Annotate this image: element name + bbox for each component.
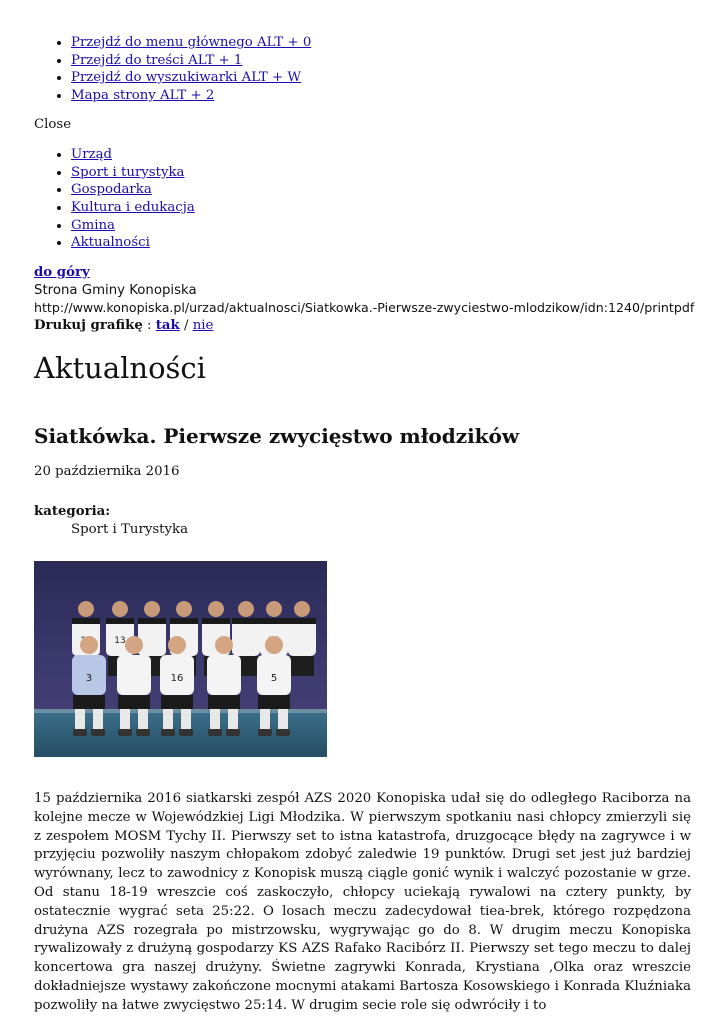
print-graphics-slash: / [183,318,189,333]
article-body: 15 października 2016 siatkarski zespół AZS 2020 Konopiska udał się do odległego Raciborza na kolejne mecze w Wojewódzkiej Ligi Młodzika. W pierwszym spotkaniu nasi chłopcy zmierzyli się z zespołem MOSM Tychy II. Pierwszy set to istna katastrofa, druzgocące błędy na zagrywce i w przyjęciu pozwoliły naszym chłopakom zdobyć zaledwie 19 punktów. Drugi set jest już bardziej wyrównany, lecz to zawodnicy z Konopisk muszą ciągle gonić wynik i walczyć pozostanie w grze. Od stanu 18-19 wreszcie coś zaskoczyło, chłopcy uciekają rywalowi na cztery punkty, by ostatecznie wygrać seta 25:22. O losach meczu zadecydował tiea-brek, którego rozpędzona drużyna AZS rozegrała po mistrzowsku, wygrywając go do 8. W drugim meczu Konopiska rywalizowały z drużyną gospodarzy KS AZS Rafako Racibórz II. Pierwszy set tego meczu to dalej koncertowa gra naszej drużyny. Świetne zagrywki Konrada, Krystiana ,Olka oraz wreszcie dokładniejsze wystawy zakończone mocnymi atakami Bartosza Kosowskiego i Konrada Kluźniaka pozwoliły na łatwe zwycięstwo 25:14. W drugim secie role się odwróciły i to [34,791,691,1013]
nav-item [71,199,195,217]
skip-to-search-link[interactable]: Przejdź do wyszukiwarki ALT + W [71,70,302,86]
category-value: Sport i Turystyka [71,522,188,537]
section-title: Aktualności [34,351,206,385]
site-name: Strona Gminy Konopiska [34,283,197,298]
back-to-top-link[interactable]: do góry [34,265,90,280]
skip-link-item [71,52,311,70]
skip-to-main-menu-link[interactable]: Przejdź do menu głównego ALT + 0 [71,35,312,50]
close-label: Close [34,117,72,132]
nav-item [71,181,195,199]
team-photo [34,561,327,757]
print-graphics-label: Drukuj grafikę [34,318,143,333]
sitemap-link[interactable]: Mapa strony ALT + 2 [71,88,215,104]
print-graphics-colon: : [147,318,152,333]
skip-link-item [71,34,311,52]
print-graphics-no-link[interactable]: nie [192,318,214,333]
article-title: Siatkówka. Pierwsze zwycięstwo młodzików [34,424,520,448]
jersey-number: 5 [270,673,278,684]
jersey-number: 3 [85,673,93,684]
nav-item [71,217,195,235]
skip-to-content-link[interactable]: Przejdź do treści ALT + 1 [71,52,243,68]
nav-link-kultura[interactable]: Kultura i edukacja [71,200,195,216]
nav-item [71,234,195,252]
main-nav-list [0,146,195,252]
article-date: 20 października 2016 [34,464,180,479]
category-label: kategoria: [34,504,111,519]
nav-link-sport[interactable]: Sport i turystyka [71,164,185,180]
nav-link-gospodarka[interactable]: Gospodarka [71,182,152,198]
jersey-number: 16 [170,673,184,684]
page-url: http://www.konopiska.pl/urzad/aktualnosci/Siatkowka.-Pierwsze-zwyciestwo-mlodzikow/idn:1240/printpdf [34,300,695,315]
nav-item [71,164,195,182]
jersey-number: 13 [114,636,126,646]
nav-link-aktualnosci[interactable]: Aktualności [71,235,150,251]
team-photo-image [34,561,327,757]
skip-link-item [71,87,311,105]
nav-link-urzad[interactable]: Urząd [71,147,113,162]
skip-link-item [71,69,311,87]
nav-item [71,146,195,164]
print-graphics-yes-link[interactable]: tak [155,318,180,333]
nav-link-gmina[interactable]: Gmina [71,217,115,233]
skip-links-list [0,34,311,105]
print-graphics-line [34,317,213,335]
